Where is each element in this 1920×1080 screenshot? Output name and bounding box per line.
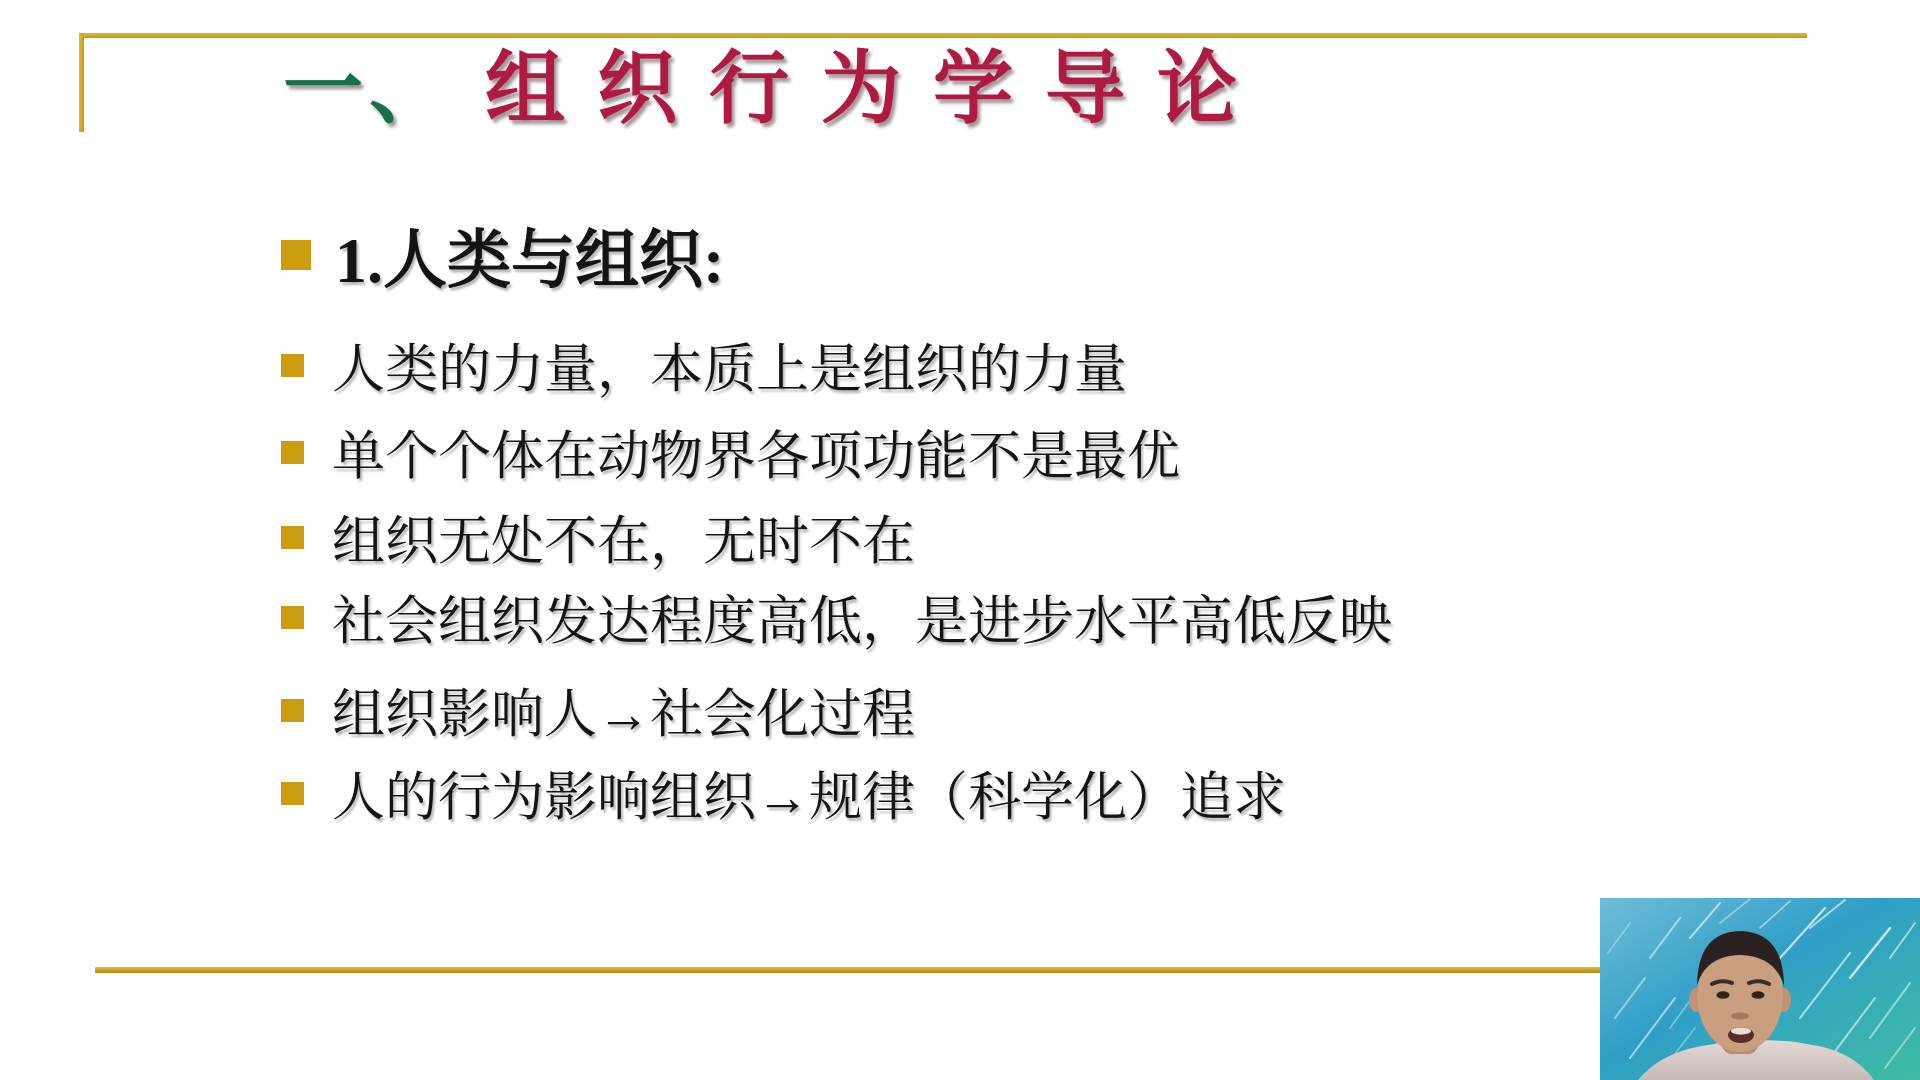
title-border-left-line [79,33,84,132]
bullet-item [281,670,915,750]
bullet-text: 组织无处不在，无时不在 [332,513,915,571]
bullet-text: 1.人类与组织: [335,225,725,296]
bullet-item [281,205,724,305]
bullet-square-icon [281,354,304,377]
bullet-square-icon [281,240,311,270]
slide-title [283,44,1243,136]
bullet-text: 单个个体在动物界各项功能不是最优 [332,428,1180,486]
bullet-text: 人的行为影响组织→规律（科学化）追求 [332,769,1286,827]
bullet-item [281,753,1286,833]
bullet-square-icon [281,441,304,464]
title-border-top-line [79,33,1807,38]
bullet-square-icon [281,526,304,549]
bullet-text: 社会组织发达程度高低，是进步水平高低反映 [332,593,1392,651]
bullet-item [281,412,1180,492]
presenter-webcam-overlay [1600,898,1920,1080]
bullet-square-icon [281,699,304,722]
bullet-square-icon [281,782,304,805]
bullet-item [281,577,1392,657]
bullet-square-icon [281,606,304,629]
bullet-item [281,325,1127,405]
slide-title-number: 一、 [283,46,455,134]
bullet-item [281,497,915,577]
slide-title-text: 组 织 行 为 学 导 论 [485,46,1243,134]
bullet-text: 人类的力量，本质上是组织的力量 [332,341,1127,399]
bullet-text: 组织影响人→社会化过程 [332,686,915,744]
presenter-avatar [1600,898,1920,1080]
